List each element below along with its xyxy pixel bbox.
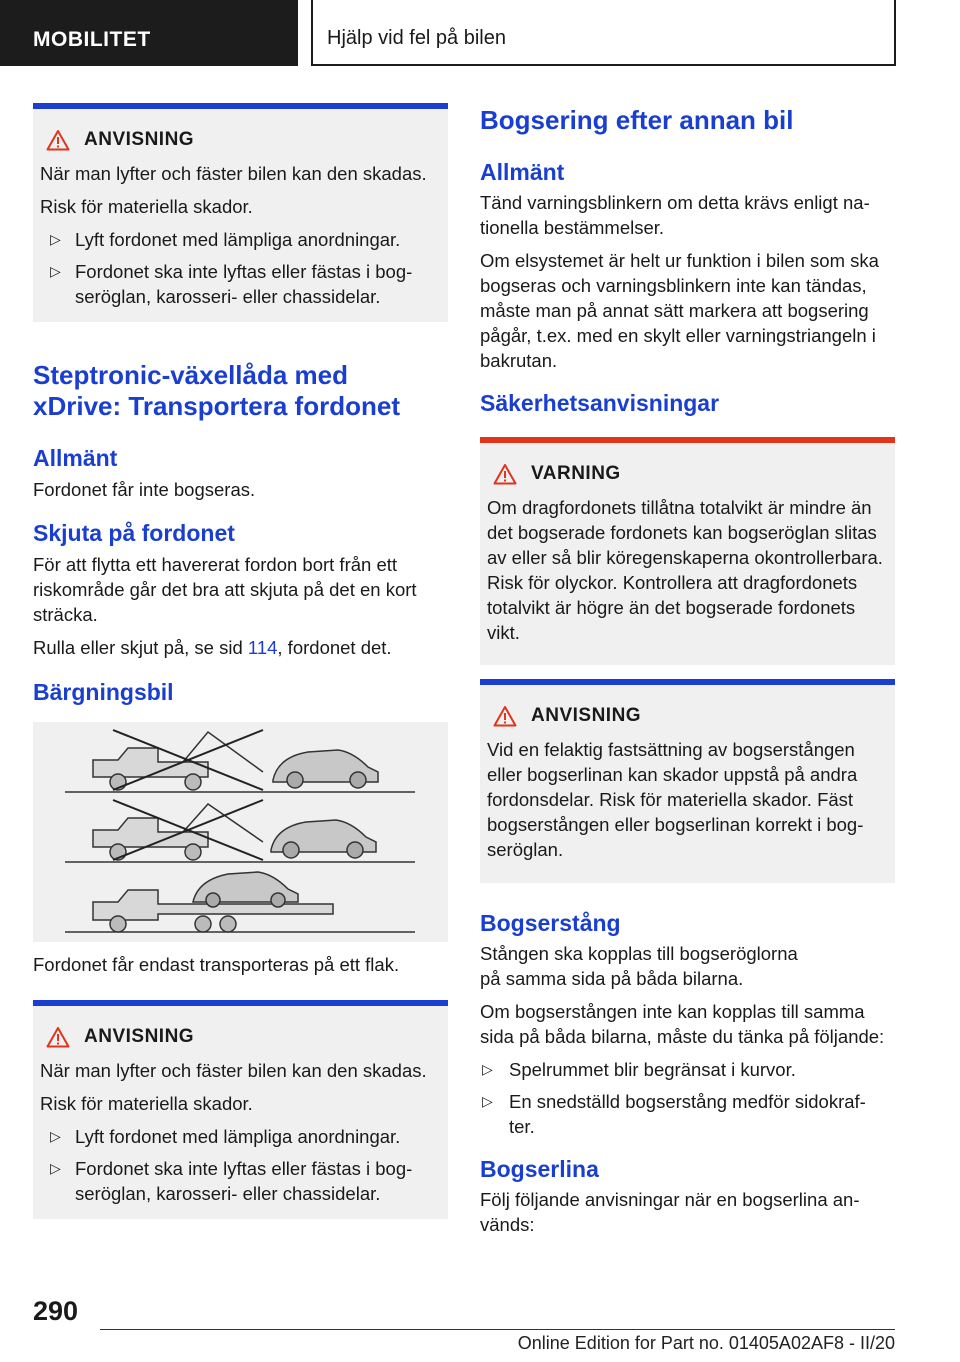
notice-text: När man lyfter och fäster bilen kan den skadas. (40, 1060, 427, 1081)
bullet-list (480, 1057, 895, 1139)
bullet-list (40, 1124, 441, 1206)
warning-triangle-icon (46, 129, 70, 151)
notice-title: ANVISNING (531, 705, 642, 726)
warning-box (480, 437, 895, 665)
notice-text: Risk för materiella skador. (40, 1093, 253, 1114)
subheading-bargning: Bärgningsbil (33, 679, 174, 705)
bullet-list (40, 227, 441, 309)
section-tab: MOBILITET (0, 0, 298, 66)
warning-title: VARNING (531, 463, 621, 484)
body-text: För att flytta ett havererat fordon bort från ett riskområde går det bra att skjuta på det en kort sträcka. (33, 554, 417, 625)
list-item: ▷ Lyft fordonet med lämpliga anordningar. (50, 1126, 401, 1147)
bullet-triangle-icon: ▷ (482, 1093, 493, 1109)
notice-text: Vid en felaktig fastsättning av bogserstången eller bogserlinan kan skador uppstå på andra fordonsdelar. Risk för materiella skador. Fäst bogserstången eller bogserlinan korrekt i bog-seröglan. (487, 739, 864, 860)
list-item: ▷ En snedställd bogserstång medför sidokraf-ter. (482, 1091, 866, 1137)
body-text: Rulla eller skjut på, se sid 114, fordonet det. (33, 637, 392, 658)
body-text: Om elsystemet är helt ur funktion i bilen som ska bogseras och varningsblinkern inte kan tändas, måste man på annat sätt markera att bogsering pågår, t.ex. med en skylt eller varningstriangeln i bakrutan. (480, 250, 879, 371)
notice-text: När man lyfter och fäster bilen kan den skadas. (40, 163, 427, 184)
section-heading: Bogsering efter annan bil (480, 105, 794, 135)
tow-truck-illustration (33, 722, 448, 942)
warning-triangle-icon (46, 1026, 70, 1048)
notice-box (33, 1000, 448, 1219)
bullet-triangle-icon: ▷ (50, 231, 61, 247)
illustration-caption: Fordonet får endast transporteras på ett flak. (33, 954, 400, 975)
body-text: Stången ska kopplas till bogseröglorna på samma sida på båda bilarna. (480, 943, 798, 989)
notice-title: ANVISNING (84, 129, 195, 150)
body-text: Följ följande anvisningar när en bogserlina an-vänds: (480, 1189, 860, 1235)
chapter-title: Hjälp vid fel på bilen (311, 0, 896, 66)
subheading-skjuta: Skjuta på fordonet (33, 520, 235, 546)
notice-text: Risk för materiella skador. (40, 196, 253, 217)
body-text: Fordonet får inte bogseras. (33, 479, 256, 500)
left-column (33, 103, 448, 1219)
page-number: 290 (33, 1296, 79, 1326)
page-header (0, 0, 960, 66)
notice-box (33, 103, 448, 322)
list-item: ▷ Fordonet ska inte lyftas eller fästas i bog-seröglan, karosseri- eller chassidelar. (50, 1158, 413, 1204)
tow-truck-drawing (33, 722, 448, 942)
page-link[interactable]: 114 (247, 637, 278, 658)
body-text: Tänd varningsblinkern om detta krävs enligt na-tionella bestämmelser. (480, 192, 870, 238)
bullet-triangle-icon: ▷ (50, 263, 61, 279)
warning-text: Om dragfordonets tillåtna totalvikt är mindre än det bogserade fordonets kan bogseröglan slitas av eller så blir köregenskaperna okontrollerbara. Risk för olyckor. Kontrollera att dragfordonets totalvikt är högre än det bogserade fordonets vikt. (487, 497, 883, 643)
subheading-allmant: Allmänt (33, 445, 118, 471)
subheading-bogserlina: Bogserlina (480, 1156, 599, 1182)
section-heading: Steptronic-växellåda med xDrive: Transportera fordonet (33, 360, 400, 421)
warning-triangle-icon (493, 463, 517, 485)
right-column (480, 103, 895, 1245)
bullet-triangle-icon: ▷ (482, 1061, 493, 1077)
bullet-triangle-icon: ▷ (50, 1128, 61, 1144)
subheading-sakerhet: Säkerhetsanvisningar (480, 390, 720, 416)
footer-divider (100, 1329, 895, 1330)
list-item: ▷ Lyft fordonet med lämpliga anordningar. (50, 229, 401, 250)
warning-triangle-icon (493, 705, 517, 727)
edition-text: Online Edition for Part no. 01405A02AF8 - II/20 (517, 1333, 895, 1353)
notice-box (480, 679, 895, 883)
bullet-triangle-icon: ▷ (50, 1160, 61, 1176)
subheading-bogserstang: Bogserstång (480, 910, 621, 936)
body-text: Om bogserstången inte kan kopplas till samma sida på båda bilarna, måste du tänka på följande: (480, 1001, 885, 1047)
notice-title: ANVISNING (84, 1026, 195, 1047)
list-item: ▷ Spelrummet blir begränsat i kurvor. (482, 1059, 796, 1080)
subheading-allmant: Allmänt (480, 159, 565, 185)
list-item: ▷ Fordonet ska inte lyftas eller fästas i bog-seröglan, karosseri- eller chassidelar. (50, 261, 413, 307)
